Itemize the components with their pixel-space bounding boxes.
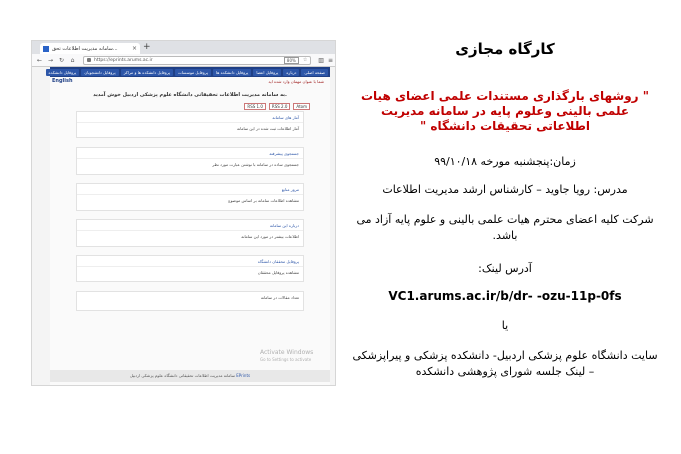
panel-title[interactable]: پروفایل محققان دانشگاه	[77, 256, 303, 267]
tab-title: سامانه مدیریت اطلاعات تحق...	[52, 45, 118, 52]
panel-title[interactable]: آمار های سامانه	[77, 112, 303, 123]
browser-nav-bar	[32, 54, 336, 67]
panel-body: مشاهده پروفایل محققان	[257, 270, 299, 275]
panel-body: جستجوی ساده در سامانه با نوشتن عبارت مورد نظر	[212, 162, 299, 167]
library-icon[interactable]: ▥	[318, 56, 324, 64]
panel-title[interactable]: مرور منابع	[77, 184, 303, 195]
footer-text: سامانه مدیریت اطلاعات تحقیقاتی دانشگاه علوم پزشکی اردبیل	[129, 373, 235, 378]
watermark-subtext: Go to Settings to activate	[260, 357, 312, 362]
feed-buttons	[244, 103, 310, 110]
panel-body: تعداد مقالات در سامانه	[260, 295, 299, 300]
lock-icon	[87, 58, 91, 62]
site-footer	[50, 370, 330, 382]
tab-close-icon[interactable]: ×	[131, 45, 137, 52]
login-status: شما با عنوان مهمان وارد شده اید	[268, 79, 324, 84]
content-panel	[76, 147, 304, 175]
site-menu-item[interactable]: پروفایل دانشکده	[46, 69, 80, 76]
forward-arrow-icon[interactable]: →	[47, 56, 54, 64]
browser-tab[interactable]	[40, 43, 140, 54]
content-panel	[76, 291, 304, 311]
watermark-text: Activate Windows	[260, 349, 314, 356]
home-icon[interactable]: ⌂	[70, 56, 75, 64]
content-panel	[76, 255, 304, 282]
content-panel	[76, 183, 304, 211]
panel-body: اطلاعات بیشتر در مورد این سامانه	[241, 234, 299, 239]
address-bar[interactable]	[83, 56, 311, 65]
site-menu-item[interactable]: پروفایل دانشکده ها	[213, 69, 251, 76]
site-favicon-icon	[43, 46, 49, 52]
welcome-heading: به سامانه مدیریت اطلاعات تحقیقاتی دانشگاه علوم پزشکی اردبیل خوش آمدید.	[93, 92, 287, 98]
feed-button[interactable]: Atom	[293, 103, 310, 110]
site-menu-item[interactable]: پروفایل دانشجویان	[81, 69, 118, 76]
reload-icon[interactable]: ↻	[58, 56, 65, 64]
english-link[interactable]: English	[52, 78, 73, 84]
site-menu-item[interactable]: پروفایل دانشکده ها و مراکز	[121, 69, 173, 76]
panel-body: آمار اطلاعات ثبت شده در این سامانه	[236, 126, 299, 131]
site-menu-bar	[50, 67, 330, 77]
bookmark-star-icon[interactable]: ☆	[302, 57, 308, 63]
workshop-topic: " روشهای بارگذاری مستندات علمی اعضای هیات علمی بالینی وعلوم پایه در سامانه مدیریت اطلاعاتی تحقیقات دانشگاه "	[360, 89, 649, 133]
windows-activation-watermark	[260, 349, 313, 363]
panel-title[interactable]: درباره این سامانه	[77, 220, 303, 231]
site-path-instructions: سایت دانشگاه علوم پزشکی اردبیل- دانشکده پزشکی و پیراپزشکی – لینک جلسه شورای پژوهشی دانشکده	[352, 349, 658, 378]
new-tab-button[interactable]: +	[143, 42, 151, 52]
url-text: https://eprints.arums.ac.ir	[94, 57, 153, 63]
site-menu-item[interactable]: پروفایل موسسات	[175, 69, 211, 76]
zoom-level[interactable]: 80%	[284, 57, 299, 64]
browser-screenshot	[31, 40, 336, 386]
panel-title[interactable]: جستجوی پیشرفته	[77, 148, 303, 159]
panel-body: مشاهده اطلاعات سامانه بر اساس موضوع	[228, 198, 299, 203]
workshop-time: زمان:پنجشنبه مورخه ۹۹/۱۰/۱۸	[434, 155, 576, 168]
feed-button[interactable]: RSS 1.0	[244, 103, 266, 110]
workshop-teacher: مدرس: رویا جاوید – کارشناس ارشد مدیریت اطلاعات	[382, 183, 628, 196]
feed-button[interactable]: RSS 2.0	[269, 103, 291, 110]
browser-tab-bar	[32, 41, 336, 54]
meeting-link[interactable]: VC1.arums.ac.ir/b/dr- -ozu-11p-0fs	[388, 289, 622, 303]
menu-icon[interactable]: ≡	[327, 56, 333, 64]
site-menu-item[interactable]: درباره	[283, 69, 299, 76]
website-page	[50, 67, 330, 386]
site-menu-item[interactable]: پروفایل اعضا	[253, 69, 281, 76]
slide-title: کارگاه مجازی	[455, 40, 555, 58]
or-separator: یا	[501, 319, 509, 332]
back-arrow-icon[interactable]: ←	[36, 56, 43, 64]
content-panel	[76, 219, 304, 247]
content-panel	[76, 111, 304, 138]
footer-link[interactable]: EPrints	[236, 373, 251, 378]
link-label: آدرس لینک:	[478, 262, 532, 275]
workshop-audience: شرکت کلیه اعضای محترم هیات علمی بالینی و علوم پایه آزاد می باشد.	[356, 213, 654, 242]
site-menu-item[interactable]: صفحه اصلی	[301, 69, 328, 76]
